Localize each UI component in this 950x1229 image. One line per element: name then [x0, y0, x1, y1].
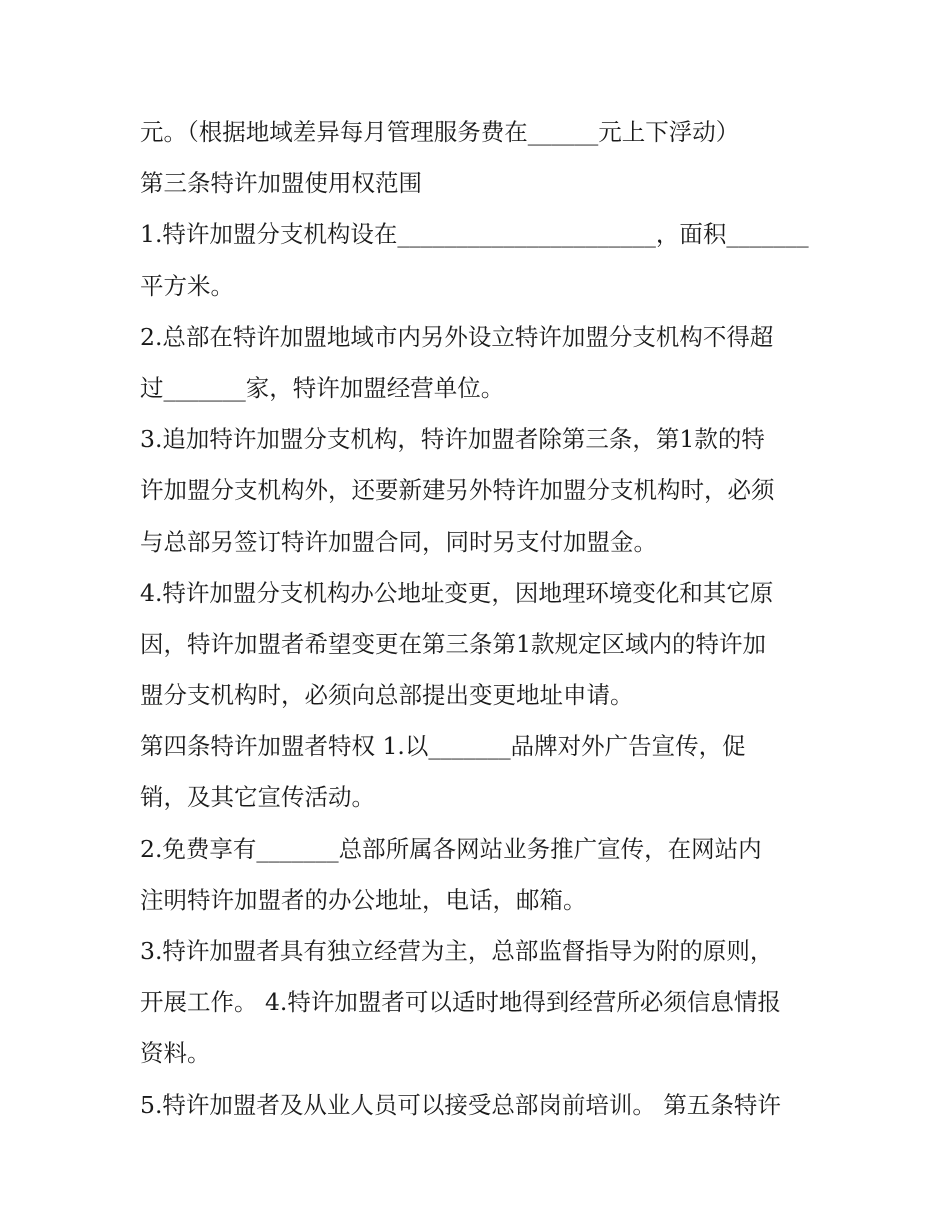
text-line: 第四条特许加盟者特权 1.以_______品牌对外广告宣传，促	[140, 732, 746, 761]
text-line: 5.特许加盟者及从业人员可以接受总部岗前培训。 第五条特许	[140, 1090, 781, 1119]
text-line: 第三条特许加盟使用权范围	[140, 169, 422, 198]
text-line: 过_______家，特许加盟经营单位。	[140, 373, 505, 402]
text-line: 2.总部在特许加盟地域市内另外设立特许加盟分支机构不得超	[140, 322, 774, 351]
text-line: 1.特许加盟分支机构设在______________________，面积_______	[140, 220, 809, 249]
text-line: 开展工作。 4.特许加盟者可以适时地得到经营所必须信息情报	[140, 988, 781, 1017]
text-line: 2.免费享有_______总部所属各网站业务推广宣传，在网站内	[140, 834, 762, 863]
text-line: 盟分支机构时，必须向总部提出变更地址申请。	[140, 681, 634, 710]
text-line: 3.特许加盟者具有独立经营为主，总部监督指导为附的原则，	[140, 937, 774, 965]
text-line: 平方米。	[140, 271, 234, 300]
text-line: 元。（根据地域差异每月管理服务费在______元上下浮动）	[140, 118, 740, 146]
text-line: 销，及其它宣传活动。	[140, 783, 375, 812]
text-line: 资料。	[140, 1039, 211, 1068]
text-line: 与总部另签订特许加盟合同，同时另支付加盟金。	[140, 527, 657, 556]
document-body	[140, 107, 820, 1131]
text-line: 许加盟分支机构外，还要新建另外特许加盟分支机构时，必须	[140, 476, 775, 505]
text-line: 因，特许加盟者希望变更在第三条第1款规定区域内的特许加	[140, 629, 766, 658]
text-line: 3.追加特许加盟分支机构，特许加盟者除第三条，第1款的特	[140, 425, 765, 454]
text-line: 4.特许加盟分支机构办公地址变更，因地理环境变化和其它原	[140, 578, 774, 607]
text-line: 注明特许加盟者的办公地址，电话，邮箱。	[140, 885, 587, 914]
